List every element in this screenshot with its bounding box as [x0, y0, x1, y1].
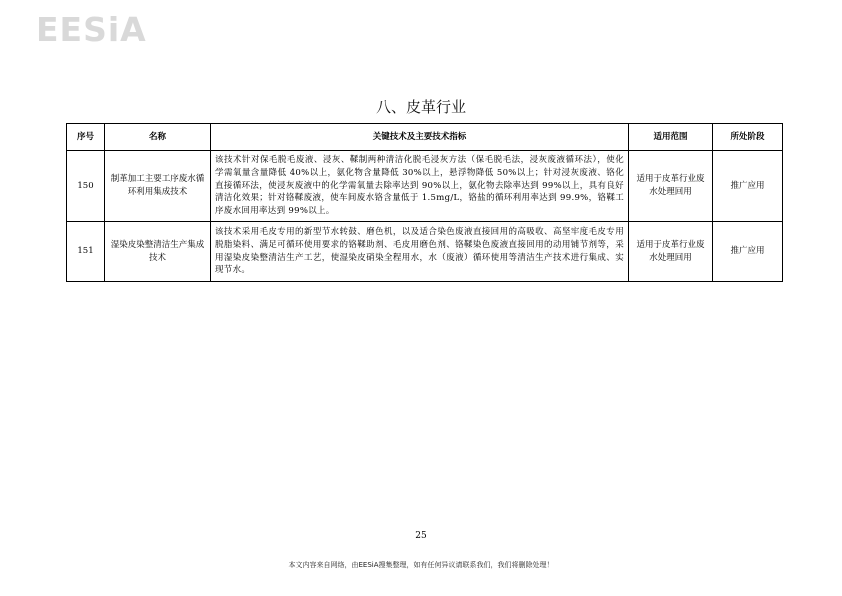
row-name: 湿染皮染整清洁生产集成技术 — [105, 222, 211, 282]
header-scope: 适用范围 — [629, 124, 713, 151]
header-stage: 所处阶段 — [713, 124, 783, 151]
section-title: 八、皮革行业 — [375, 98, 466, 116]
row-number: 151 — [67, 222, 105, 282]
row-scope: 适用于皮革行业废水处理回用 — [629, 222, 713, 282]
table-row — [67, 222, 783, 282]
row-name: 制革加工主要工序废水循环利用集成技术 — [105, 151, 211, 222]
brand-logo: EESiA — [36, 10, 147, 49]
row-stage: 推广应用 — [713, 151, 783, 222]
technology-table — [66, 123, 783, 282]
table-header-row — [67, 124, 783, 151]
header-number: 序号 — [67, 124, 105, 151]
row-stage: 推广应用 — [713, 222, 783, 282]
table-row — [67, 151, 783, 222]
page-number: 25 — [415, 531, 427, 541]
row-description: 该技术针对保毛脱毛废液、浸灰、鞣制两种清洁化脱毛浸灰方法（保毛脱毛法，浸灰废液循环法），使化学需氧量含量降低 40%以上，氨化物含量降低 30%以上，悬浮物降低 50%以上；针对浸灰废液、铬化直接循环法，使浸灰废液中的化学需氧量去除率达到 90%以上，氨化物去除率达到 99%以上，具有良好清洁化效果；针对铬鞣废液，使车间废水铬含量低于 1.5mg/L，铬盐的循环利用率达到 99.9%，铬鞣工序废水回用率达到 99%以上。 — [211, 151, 629, 222]
header-description: 关键技术及主要技术指标 — [211, 124, 629, 151]
row-number: 150 — [67, 151, 105, 222]
footer-note: 本文内容来自网络，由EESiA搜集整理，如有任何异议请联系我们，我们将删除处理！ — [288, 561, 554, 569]
row-description: 该技术采用毛皮专用的新型节水转鼓、磨色机，以及适合染色废液直接回用的高吸收、高坚牢度毛皮专用脱脂染料、满足可循环使用要求的铬鞣助剂、毛皮用磨色剂、铬鞣染色废液直接回用的动用铺节剂等，采用湿染皮染整清洁生产工艺，使湿染皮硝染全程用水，水（废液）循环使用等清洁生产技术进行集成、实现节水。 — [211, 222, 629, 282]
header-name: 名称 — [105, 124, 211, 151]
row-scope: 适用于皮革行业废水处理回用 — [629, 151, 713, 222]
